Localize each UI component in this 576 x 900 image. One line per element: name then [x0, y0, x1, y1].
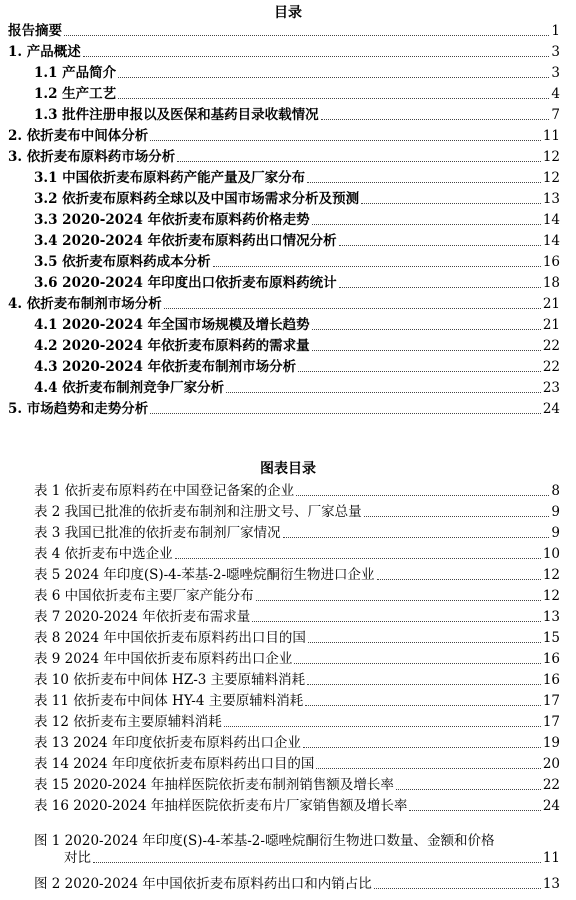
table-entry-label: 表 13 2024 年印度依折麦布原料药出口企业 [34, 735, 301, 751]
table-entry-page: 17 [542, 693, 560, 709]
dot-leader [298, 371, 541, 372]
toc-entry-page: 21 [542, 296, 560, 312]
toc-entry-page: 7 [551, 107, 560, 123]
toc-entry-page: 18 [542, 275, 560, 291]
table-entry-page: 24 [542, 798, 560, 814]
table-entry-page: 19 [542, 735, 560, 751]
table-entry-page: 13 [542, 609, 560, 625]
toc-entry[interactable] [34, 313, 560, 334]
toc-entry-label: 3.3 2020-2024 年依折麦布原料药价格走势 [34, 212, 310, 228]
table-entry-page: 15 [542, 630, 560, 646]
table-entry-page: 10 [542, 546, 560, 562]
table-entry-page: 20 [542, 756, 560, 772]
table-entry[interactable] [34, 521, 560, 542]
table-entry[interactable] [34, 647, 560, 668]
figure-entry[interactable] [34, 872, 560, 893]
dot-leader [312, 350, 541, 351]
table-entry-label: 表 16 2020-2024 年抽样医院依折麦布片厂家销售额及增长率 [34, 798, 408, 814]
table-entry[interactable] [34, 626, 560, 647]
toc-entry-label: 3.4 2020-2024 年依折麦布原料药出口情况分析 [34, 233, 337, 249]
toc-entry[interactable] [8, 145, 560, 166]
toc-entry-page: 24 [542, 401, 560, 417]
dot-leader [305, 705, 541, 706]
dot-leader [377, 579, 541, 580]
dot-leader [150, 413, 541, 414]
toc-entry-label: 1.3 批件注册申报以及医保和基药目录收载情况 [34, 107, 319, 123]
dot-leader [321, 119, 550, 120]
toc-entry-label: 1.1 产品简介 [34, 65, 117, 81]
table-entry-label: 表 4 依折麦布中选企业 [34, 546, 173, 562]
table-entry[interactable] [34, 563, 560, 584]
toc-entry-page: 22 [542, 338, 560, 354]
table-entry[interactable] [34, 731, 560, 752]
toc-entry-label: 3.2 依折麦布原料药全球以及中国市场需求分析及预测 [34, 191, 360, 207]
toc-entry[interactable] [34, 103, 560, 124]
toc-entry-label: 报告摘要 [8, 23, 62, 39]
dot-leader [339, 287, 541, 288]
table-entry-label: 表 14 2024 年印度依折麦布原料药出口目的国 [34, 756, 315, 772]
toc-entry[interactable] [34, 355, 560, 376]
toc-entry-page: 12 [542, 149, 560, 165]
dot-leader [303, 747, 541, 748]
toc-entry-label: 5. 市场趋势和走势分析 [8, 401, 149, 417]
toc-entry[interactable] [8, 397, 560, 418]
toc-entry[interactable] [34, 271, 560, 292]
toc-entry[interactable] [34, 334, 560, 355]
dot-leader [175, 558, 541, 559]
dot-leader [374, 888, 541, 889]
toc-entry-page: 14 [542, 212, 560, 228]
table-entry[interactable] [34, 500, 560, 521]
toc-entry-page: 3 [551, 65, 560, 81]
dot-leader [256, 600, 541, 601]
toc-entry-label: 3.6 2020-2024 年印度出口依折麦布原料药统计 [34, 275, 337, 291]
toc-entry-page: 16 [542, 254, 560, 270]
toc-entry[interactable] [34, 166, 560, 187]
table-entry-label: 表 10 依折麦布中间体 HZ-3 主要原辅料消耗 [34, 672, 306, 688]
table-entry[interactable] [34, 668, 560, 689]
toc-entry-page: 22 [542, 359, 560, 375]
toc-entry-page: 14 [542, 233, 560, 249]
toc-title: 目录 [274, 5, 302, 21]
toc-entry-page: 1 [551, 23, 560, 39]
toc-entry-label: 4.2 2020-2024 年依折麦布原料药的需求量 [34, 338, 310, 354]
table-entry-page: 16 [542, 651, 560, 667]
table-entry[interactable] [34, 605, 560, 626]
dot-leader [316, 768, 540, 769]
dot-leader [312, 329, 541, 330]
table-entry-label: 表 2 我国已批准的依折麦布制剂和注册文号、厂家总量 [34, 504, 362, 520]
toc-entry-page: 23 [542, 380, 560, 396]
dot-leader [294, 663, 540, 664]
table-entry-label: 表 9 2024 年中国依折麦布原料药出口企业 [34, 651, 293, 667]
figure-entry-label: 图 1 2020-2024 年印度(S)-4-苯基-2-噁唑烷酮衍生物进口数量、金额和价格 [34, 833, 495, 849]
dot-leader [150, 140, 541, 141]
dot-leader [224, 726, 541, 727]
table-entry-page: 8 [551, 483, 560, 499]
table-entry-label: 表 8 2024 年中国依折麦布原料药出口目的国 [34, 630, 306, 646]
table-entry[interactable] [34, 689, 560, 710]
dot-leader [118, 77, 549, 78]
toc-entry-label: 4. 依折麦布制剂市场分析 [8, 296, 162, 312]
dot-leader [339, 245, 541, 246]
dot-leader [283, 537, 550, 538]
toc-entry-label: 2. 依折麦布中间体分析 [8, 128, 149, 144]
toc-entry[interactable] [8, 40, 560, 61]
table-entry[interactable] [34, 752, 560, 773]
toc-entry[interactable] [34, 61, 560, 82]
dot-leader [118, 98, 549, 99]
dot-leader [83, 56, 550, 57]
dot-leader [396, 789, 541, 790]
dot-leader [308, 642, 541, 643]
dot-leader [93, 862, 541, 863]
toc-entry[interactable] [34, 82, 560, 103]
toc-entry[interactable] [34, 229, 560, 250]
table-entry-page: 9 [551, 525, 560, 541]
table-entry[interactable] [34, 584, 560, 605]
figure-entry-label-continued: 对比 [64, 850, 91, 866]
toc-entry[interactable] [8, 292, 560, 313]
figure-entry-page: 11 [542, 850, 560, 866]
toc-entry-page: 11 [542, 128, 560, 144]
toc-entry-label: 3. 依折麦布原料药市场分析 [8, 149, 176, 165]
table-entry-page: 16 [542, 672, 560, 688]
dot-leader [252, 621, 541, 622]
table-entry[interactable] [34, 542, 560, 563]
table-entry-label: 表 15 2020-2024 年抽样医院依折麦布制剂销售额及增长率 [34, 777, 394, 793]
toc-entry-page: 3 [551, 44, 560, 60]
dot-leader [296, 495, 549, 496]
toc-entry-page: 12 [542, 170, 560, 186]
toc-entry[interactable] [34, 208, 560, 229]
toc-entry[interactable] [8, 124, 560, 145]
toc-entry[interactable] [8, 19, 560, 40]
dot-leader [164, 308, 541, 309]
dot-leader [409, 810, 540, 811]
toc-entry[interactable] [34, 187, 560, 208]
toc-entry-page: 4 [551, 86, 560, 102]
dot-leader [307, 684, 541, 685]
toc-entry-label: 3.1 中国依折麦布原料药产能产量及厂家分布 [34, 170, 306, 186]
dot-leader [312, 224, 541, 225]
dot-leader [307, 182, 541, 183]
table-entry[interactable] [34, 479, 560, 500]
table-entry-label: 表 1 依折麦布原料药在中国登记备案的企业 [34, 483, 295, 499]
table-entry-label: 表 6 中国依折麦布主要厂家产能分布 [34, 588, 254, 604]
toc-entry[interactable] [34, 376, 560, 397]
figure-entry-label: 图 2 2020-2024 年中国依折麦布原料药出口和内销占比 [34, 876, 372, 892]
figures-toc-title: 图表目录 [260, 461, 316, 477]
toc-entry-label: 3.5 依折麦布原料药成本分析 [34, 254, 211, 270]
dot-leader [213, 266, 541, 267]
dot-leader [364, 516, 550, 517]
toc-entry-label: 4.4 依折麦布制剂竞争厂家分析 [34, 380, 225, 396]
toc-entry[interactable] [34, 250, 560, 271]
table-entry-page: 17 [542, 714, 560, 730]
figure-entry-page: 13 [542, 876, 560, 892]
toc-entry-page: 13 [542, 191, 560, 207]
dot-leader [361, 203, 541, 204]
table-entry-page: 12 [542, 567, 560, 583]
table-entry-page: 12 [542, 588, 560, 604]
table-entry-label: 表 7 2020-2024 年依折麦布需求量 [34, 609, 251, 625]
table-entry[interactable] [34, 794, 560, 815]
dot-leader [64, 35, 549, 36]
toc-entry-label: 4.3 2020-2024 年依折麦布制剂市场分析 [34, 359, 297, 375]
dot-leader [226, 392, 541, 393]
table-entry-label: 表 11 依折麦布中间体 HY-4 主要原辅料消耗 [34, 693, 304, 709]
toc-entry-label: 1. 产品概述 [8, 44, 81, 60]
table-entry-page: 22 [542, 777, 560, 793]
table-entry-label: 表 3 我国已批准的依折麦布制剂厂家情况 [34, 525, 281, 541]
table-entry[interactable] [34, 710, 560, 731]
table-entry-page: 9 [551, 504, 560, 520]
table-entry[interactable] [34, 773, 560, 794]
toc-entry-page: 21 [542, 317, 560, 333]
figure-entry[interactable] [34, 833, 560, 867]
toc-entry-label: 4.1 2020-2024 年全国市场规模及增长趋势 [34, 317, 310, 333]
toc-entry-label: 1.2 生产工艺 [34, 86, 117, 102]
table-entry-label: 表 5 2024 年印度(S)-4-苯基-2-噁唑烷酮衍生物进口企业 [34, 567, 375, 583]
table-entry-label: 表 12 依折麦布主要原辅料消耗 [34, 714, 222, 730]
dot-leader [177, 161, 541, 162]
